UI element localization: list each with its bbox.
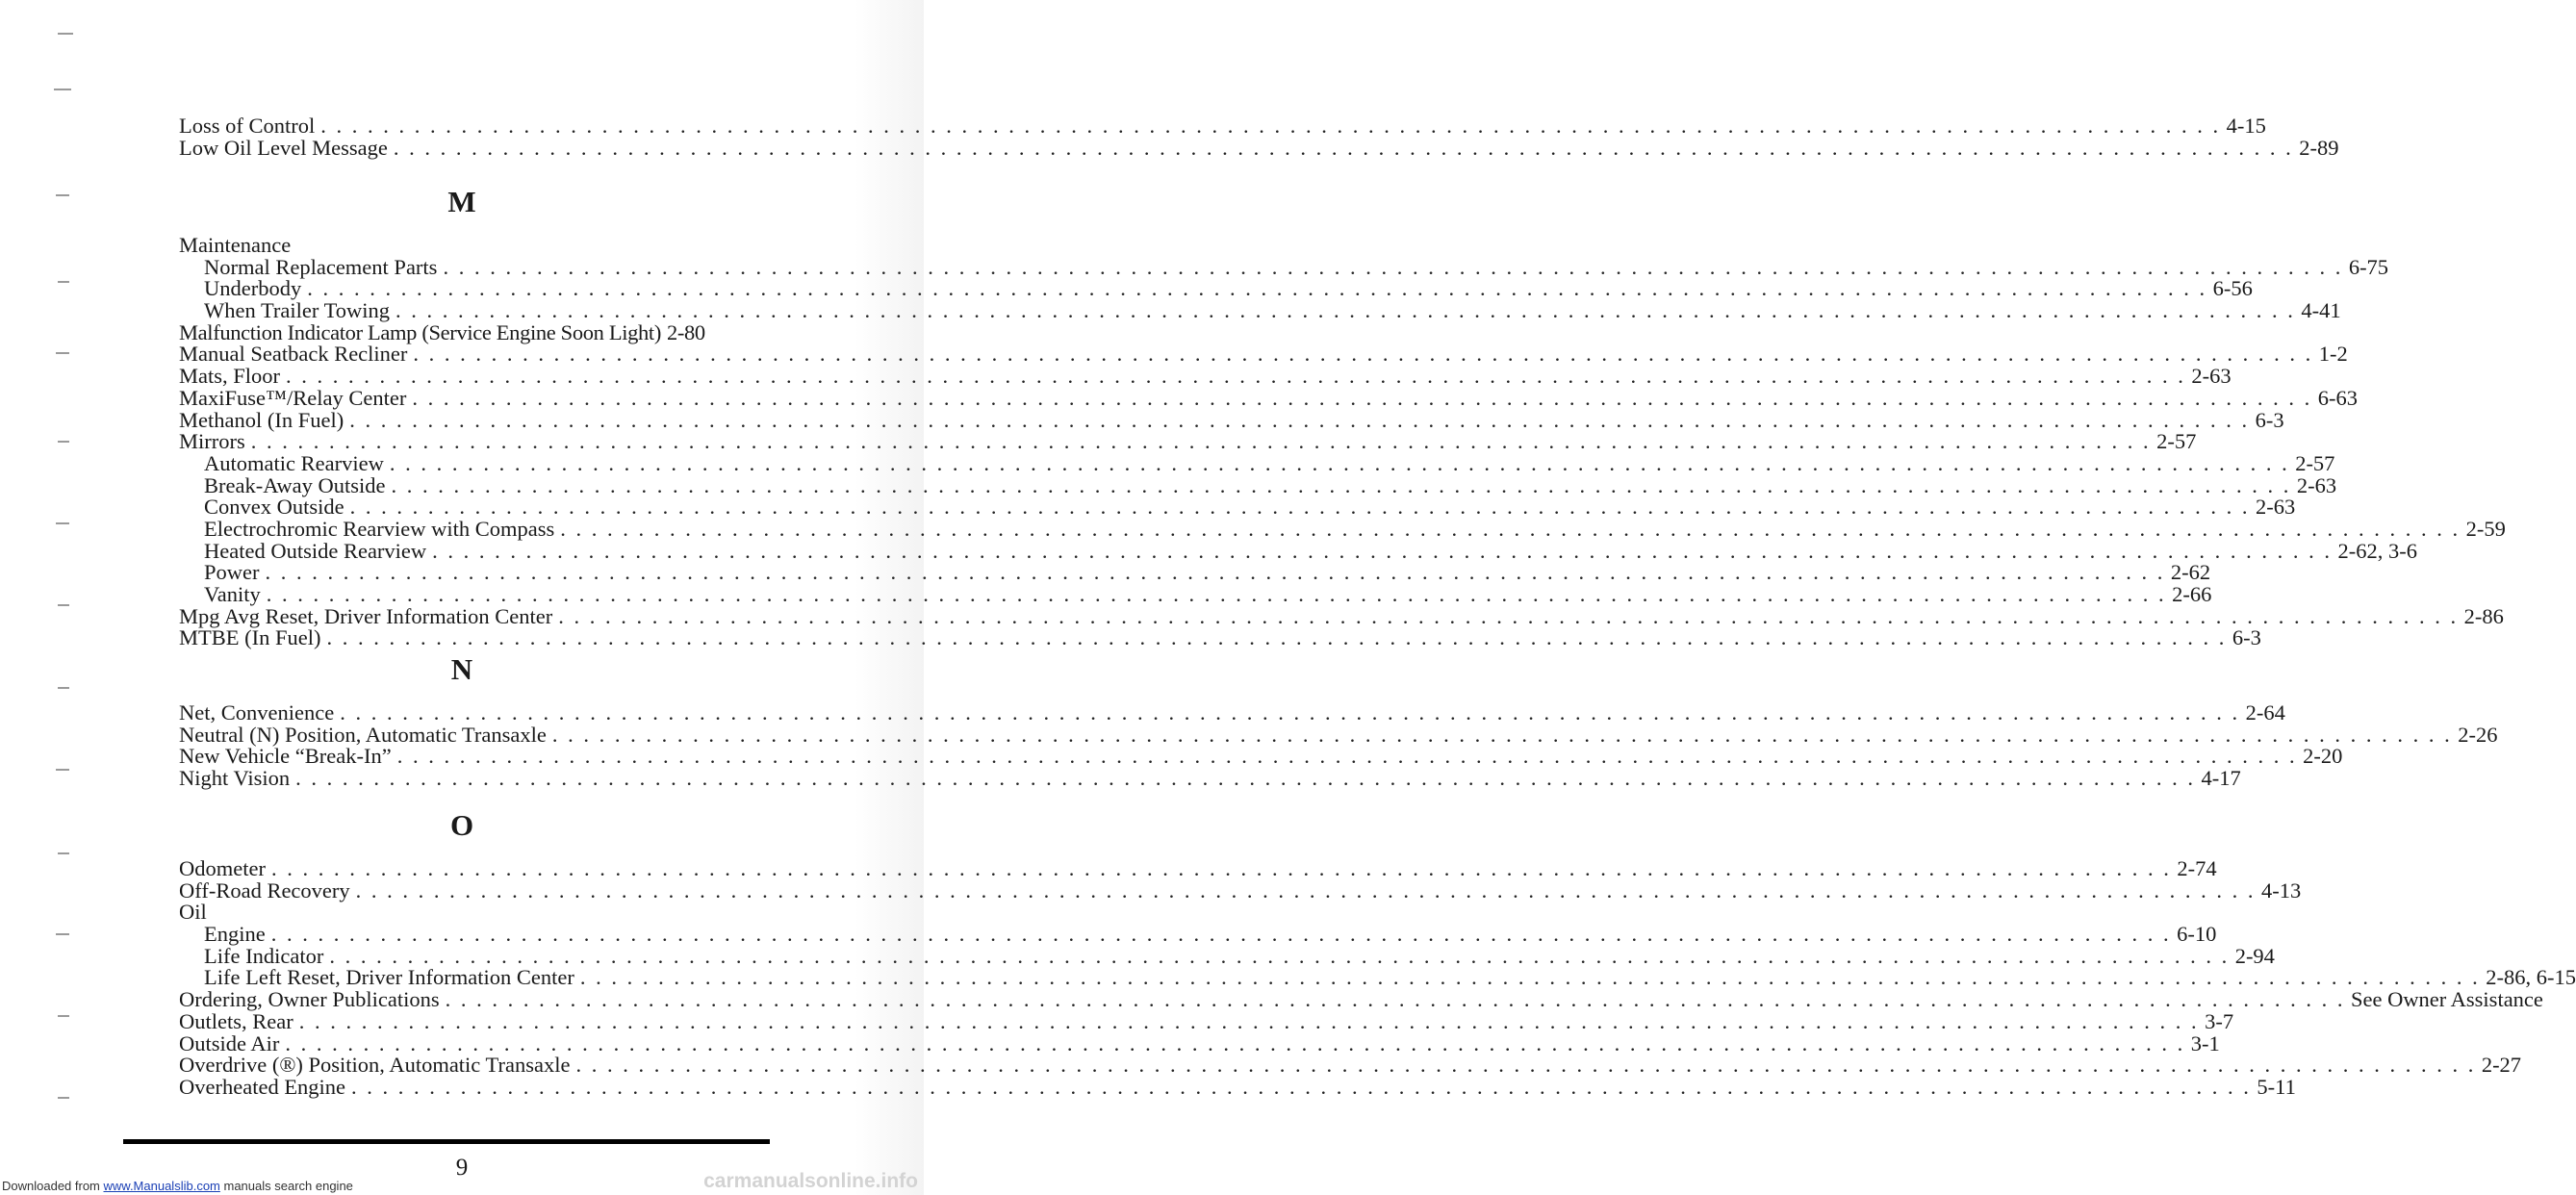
page-reference: 2-62, 3-6 xyxy=(2337,538,2418,563)
index-entries-m xyxy=(179,233,2506,650)
dot-leader xyxy=(267,584,2166,606)
dot-leader xyxy=(351,1077,2251,1099)
dot-leader xyxy=(356,880,2256,903)
page-reference: 1-2 xyxy=(2318,342,2348,367)
dot-leader xyxy=(299,1011,2199,1033)
index-term: Electrochromic Rearview with Compass xyxy=(204,516,555,541)
index-term: Mirrors xyxy=(179,429,245,454)
index-term: Underbody xyxy=(204,276,302,301)
page-reference: 6-63 xyxy=(2317,385,2359,410)
dot-leader xyxy=(329,946,2229,968)
dot-leader xyxy=(271,858,2171,880)
index-term: Heated Outside Rearview xyxy=(204,538,427,563)
page-reference: 2-66 xyxy=(2172,582,2212,606)
index-term: MTBE (In Fuel) xyxy=(179,625,321,650)
page-reference: 2-57 xyxy=(2295,450,2335,475)
dot-leader xyxy=(412,388,2311,410)
index-section-l xyxy=(179,114,2339,160)
page-reference: 6-10 xyxy=(2177,922,2217,947)
page-reference: 4-17 xyxy=(2201,766,2241,791)
index-subentry xyxy=(179,254,2389,279)
dot-leader xyxy=(432,541,2332,563)
dot-leader xyxy=(397,746,2297,768)
watermark: carmanualsonline.info xyxy=(703,1170,918,1192)
dot-leader xyxy=(320,115,2220,138)
section-letter-o: O xyxy=(449,808,474,842)
index-entry xyxy=(179,364,2232,389)
page-reference: 2-86, 6-15 xyxy=(2486,965,2576,990)
dot-leader xyxy=(349,410,2249,432)
dot-leader xyxy=(552,725,2452,747)
dot-leader xyxy=(340,702,2239,725)
manualslib-link[interactable]: www.Manualslib.com xyxy=(103,1179,220,1193)
index-term: Overdrive (®) Position, Automatic Transaxle xyxy=(179,1053,571,1078)
dot-leader xyxy=(350,496,2250,519)
page-reference: 2-89 xyxy=(2299,135,2339,160)
index-entry xyxy=(179,135,2339,160)
index-entry xyxy=(179,235,689,257)
page-reference: 2-94 xyxy=(2234,943,2275,968)
index-entry xyxy=(179,114,2266,138)
index-subentry xyxy=(179,450,2335,475)
page-reference: 3-7 xyxy=(2205,1008,2234,1033)
index-term: Low Oil Level Message xyxy=(179,135,388,160)
page-reference: 2-63 xyxy=(2296,472,2337,497)
dot-leader xyxy=(580,967,2480,989)
page-reference: 2-59 xyxy=(2465,516,2506,541)
index-subentry xyxy=(179,943,2275,968)
index-term: MaxiFuse™/Relay Center xyxy=(179,385,407,410)
page-reference: 6-56 xyxy=(2212,276,2253,301)
index-term: Ordering, Owner Publications xyxy=(179,987,440,1012)
index-entry xyxy=(179,1008,2234,1033)
page-reference: 2-57 xyxy=(2156,429,2197,454)
index-entry xyxy=(179,1053,2522,1078)
index-entry xyxy=(179,744,2343,769)
page-reference: 2-63 xyxy=(2256,495,2296,520)
dot-leader xyxy=(575,1055,2475,1077)
download-credit xyxy=(2,1179,353,1193)
index-entry xyxy=(179,987,2543,1012)
index-term: When Trailer Towing xyxy=(204,298,390,323)
index-term: Break-Away Outside xyxy=(204,472,386,497)
index-term: Maintenance xyxy=(179,233,292,257)
section-letter-n: N xyxy=(450,652,473,686)
dot-leader xyxy=(307,278,2206,300)
dot-leader xyxy=(395,300,2295,322)
index-entries-l xyxy=(179,114,2339,160)
index-entry xyxy=(179,385,2359,410)
index-term: Life Indicator xyxy=(204,943,324,968)
page-reference: 2-62 xyxy=(2170,560,2211,585)
page-reference: 4-15 xyxy=(2226,114,2266,138)
section-letter-m: M xyxy=(447,185,476,218)
index-subentry xyxy=(179,495,2296,520)
index-entries-n xyxy=(179,700,2498,791)
dot-leader xyxy=(560,519,2460,541)
index-subentry xyxy=(179,922,2217,947)
index-entry xyxy=(179,1030,2220,1055)
index-entry xyxy=(179,902,689,924)
dot-leader xyxy=(390,453,2289,475)
page-reference: 2-86 xyxy=(2463,603,2504,628)
index-subentry xyxy=(179,582,2212,606)
index-entry xyxy=(179,1074,2296,1099)
dot-leader xyxy=(271,924,2171,946)
index-term: Mpg Avg Reset, Driver Information Center xyxy=(179,603,553,628)
index-term: Life Left Reset, Driver Information Center xyxy=(204,965,574,990)
dot-leader xyxy=(285,1033,2184,1055)
index-term: New Vehicle “Break-In” xyxy=(179,744,392,769)
index-term: Odometer xyxy=(179,856,266,880)
index-section-m xyxy=(179,233,2506,650)
page-reference: 5-11 xyxy=(2257,1074,2296,1099)
index-entry xyxy=(179,319,705,344)
index-term: Malfunction Indicator Lamp (Service Engine Soon Light) xyxy=(179,319,661,344)
index-term: Loss of Control xyxy=(179,114,316,138)
index-term: Outlets, Rear xyxy=(179,1008,293,1033)
dot-leader xyxy=(326,627,2226,649)
page-reference: See Owner Assistance xyxy=(2350,987,2543,1012)
index-term: Outside Air xyxy=(179,1030,280,1055)
index-term: Vanity xyxy=(204,582,261,606)
index-term: Overheated Engine xyxy=(179,1074,346,1099)
page-reference: 2-64 xyxy=(2245,700,2285,725)
index-entry xyxy=(179,766,2241,791)
credit-prefix: Downloaded from xyxy=(2,1179,104,1193)
index-subentry xyxy=(179,560,2211,585)
index-subentry xyxy=(179,538,2418,563)
index-entry xyxy=(179,877,2302,903)
index-subentry xyxy=(179,516,2506,541)
index-entry xyxy=(179,625,2261,650)
dot-leader xyxy=(443,257,2342,279)
index-subentry xyxy=(179,472,2337,497)
index-term: Engine xyxy=(204,922,266,947)
dot-leader xyxy=(558,606,2458,628)
dot-leader xyxy=(266,562,2165,584)
index-entry xyxy=(179,700,2285,725)
page-reference: 6-3 xyxy=(2232,625,2261,650)
index-term: Night Vision xyxy=(179,766,291,791)
index-entry xyxy=(179,407,2284,432)
page-reference: 2-80 xyxy=(666,319,705,344)
index-entries-o xyxy=(179,856,2576,1099)
footer-rule xyxy=(123,1139,770,1144)
page-number: 9 xyxy=(455,1155,469,1181)
index-term: Oil xyxy=(179,900,207,925)
dot-leader xyxy=(413,343,2312,366)
index-section-o xyxy=(179,856,2576,1099)
index-term: Off-Road Recovery xyxy=(179,877,350,903)
index-term: Power xyxy=(204,560,260,585)
page-reference: 6-75 xyxy=(2348,254,2389,279)
dot-leader xyxy=(392,475,2291,497)
page-reference: 6-3 xyxy=(2255,407,2284,432)
page-reference: 2-20 xyxy=(2303,744,2343,769)
index-entry xyxy=(179,429,2197,454)
page-reference: 4-13 xyxy=(2261,877,2302,903)
dot-leader xyxy=(295,768,2195,790)
index-subentry xyxy=(179,298,2341,323)
index-entry xyxy=(179,342,2348,367)
dot-leader xyxy=(251,431,2151,453)
dot-leader xyxy=(446,989,2345,1011)
index-term: Normal Replacement Parts xyxy=(204,254,438,279)
page-reference: 2-74 xyxy=(2177,856,2217,880)
index-term: Methanol (In Fuel) xyxy=(179,407,344,432)
credit-suffix: manuals search engine xyxy=(219,1179,353,1193)
index-subentry xyxy=(179,276,2253,301)
dot-leader xyxy=(286,366,2185,388)
index-term: Manual Seatback Recliner xyxy=(179,342,408,367)
page-reference: 2-26 xyxy=(2458,722,2498,747)
index-term: Net, Convenience xyxy=(179,700,335,725)
index-entry xyxy=(179,856,2217,880)
page-reference: 2-27 xyxy=(2481,1053,2522,1078)
page-reference: 4-41 xyxy=(2301,298,2341,323)
index-term: Convex Outside xyxy=(204,495,344,520)
page-reference: 3-1 xyxy=(2190,1030,2220,1055)
index-term: Mats, Floor xyxy=(179,364,281,389)
index-term: Neutral (N) Position, Automatic Transaxle xyxy=(179,722,547,747)
index-subentry xyxy=(179,965,2576,990)
index-section-n xyxy=(179,700,2498,791)
page-reference: 2-63 xyxy=(2191,364,2232,389)
dot-leader xyxy=(394,138,2293,160)
index-entry xyxy=(179,722,2498,747)
index-term: Automatic Rearview xyxy=(204,450,384,475)
index-entry xyxy=(179,603,2504,628)
scan-margin-marks xyxy=(0,0,87,1195)
